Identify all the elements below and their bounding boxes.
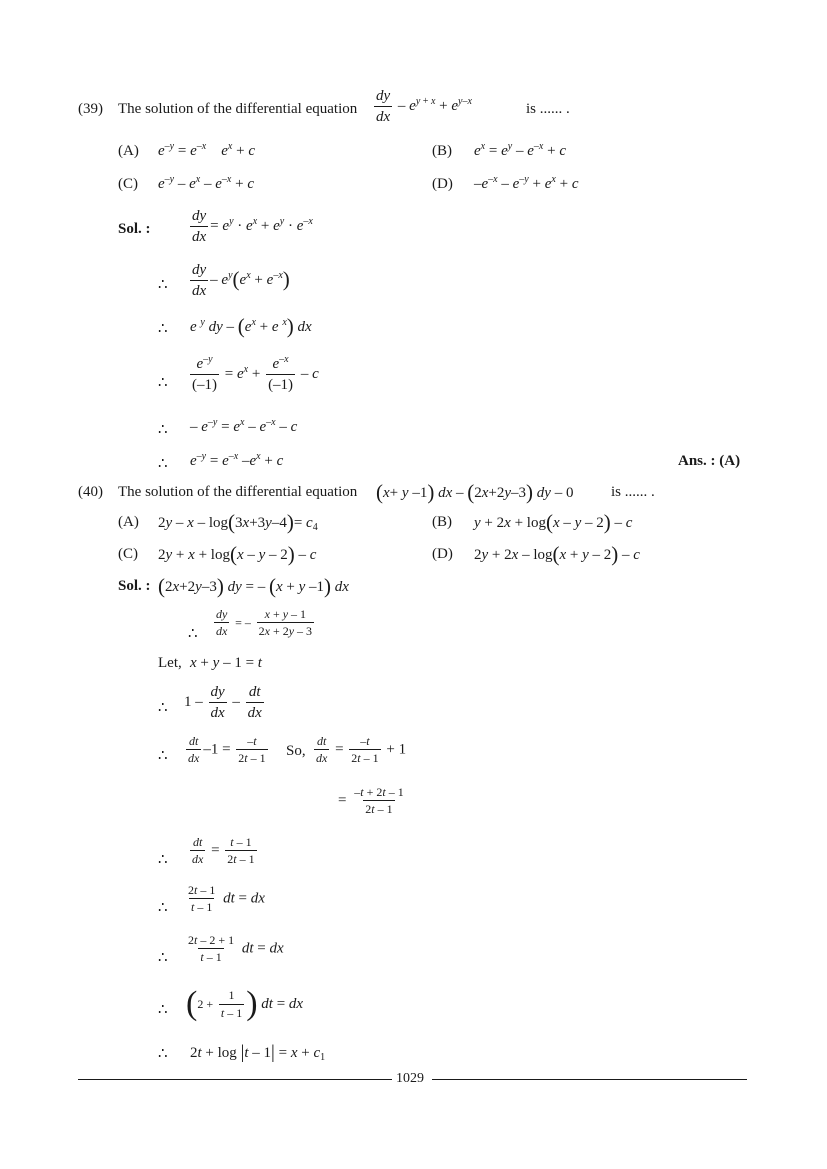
q39-step-1: $\frac{dy}{dx}$ = $e^y \cdot e^x + e^y \cdot e^{-x}$ [192, 208, 313, 245]
q40-step-8: (2 + $\frac{1}{t - 1}$ ) dt = dx [186, 985, 304, 1022]
q39-equation: $\frac{dy}{dx}$ – $e^y$ + $^x + e^{y-x}$ [376, 88, 472, 125]
q39-step-4: $\frac{e^{-y}}{(-1)}$ = $e^x$ + $\frac{e^{-x}}{(-1)}$ – c [192, 354, 319, 393]
q40-option-a-label: (A) [118, 514, 139, 530]
q40-let-label: Let, [158, 655, 182, 671]
q39-step-6: $e^{-y} = e^{-x}$ $-e^x + c$ [190, 451, 284, 469]
q40-therefore-5: ∴ [158, 852, 168, 868]
q40-option-b: y + 2x + log(x – y – 2) – c [474, 510, 633, 534]
q40-therefore-3: ∴ [158, 700, 168, 716]
q39-answer: Ans. : (A) [678, 453, 741, 469]
q39-therefore-5: ∴ [158, 422, 168, 438]
q40-therefore-6: ∴ [158, 900, 168, 916]
q40-let-eq: x + y – 1 = t [190, 655, 262, 671]
q40-number: (40) [78, 484, 103, 500]
q40-option-b-label: (B) [432, 514, 452, 530]
q39-option-b-label: (B) [432, 143, 452, 159]
q39-option-a-label: (A) [118, 143, 139, 159]
q40-therefore-8: ∴ [158, 1002, 168, 1018]
q40-therefore-2: ∴ [188, 626, 198, 642]
q39-step-2: $\frac{dy}{dx}$ – $e^y(e^x + e^{-x})$ [192, 262, 290, 299]
q40-sol-label: Sol. : [118, 578, 151, 594]
q40-step-7: $\frac{2t - 2 + 1}{t - 1}$ dt = dx [188, 933, 284, 965]
q39-option-c: $e^{-y} - e^x - e^{-x} + c$ [158, 174, 255, 192]
q39-option-d-label: (D) [432, 176, 453, 192]
q40-step-1: (2x+2y–3) dy = – (x + y –1) dx [158, 574, 349, 598]
q40-therefore-7: ∴ [158, 950, 168, 966]
q40-option-a: $2y - x - \log(3x+3y-4)= c_4$ [158, 510, 318, 534]
q39-sol-label: Sol. : [118, 221, 151, 237]
q40-option-c: 2y + x + log(x – y – 2) – c [158, 542, 317, 566]
q40-option-c-label: (C) [118, 546, 138, 562]
q39-option-a: $e^{-y} = e^{-x}$ $e^x + c$ [158, 141, 255, 159]
q40-step-6: $\frac{2t - 1}{t - 1}$ dt = dx [188, 883, 265, 915]
q39-therefore-4: ∴ [158, 375, 168, 391]
q40-option-d: 2y + 2x – log(x + y – 2) – c [474, 542, 640, 566]
q40-step-4c: = $\frac{-t + 2t - 1}{2t - 1}$ [338, 785, 404, 817]
q39-tail: is ...... . [526, 101, 570, 117]
q39-therefore-3: ∴ [158, 321, 168, 337]
q40-therefore-4: ∴ [158, 748, 168, 764]
footer-rule-left [78, 1079, 392, 1080]
q40-step-4b: $\frac{dt}{dx}$ = $\frac{-t}{2t - 1}$ + 1 [316, 734, 407, 766]
page-number: 1029 [396, 1071, 424, 1086]
q40-option-d-label: (D) [432, 546, 453, 562]
q40-step-4: $\frac{dt}{dx}$ –1 = $\frac{-t}{2t - 1}$ [188, 734, 266, 766]
q40-so-label: So, [286, 743, 306, 759]
q39-option-c-label: (C) [118, 176, 138, 192]
q39-therefore-2: ∴ [158, 277, 168, 293]
q40-step-2: $\frac{dy}{dx}$ = – $\frac{x + y - 1}{2x + 2y - 3}$ [216, 607, 313, 639]
q39-stem: The solution of the differential equation [118, 101, 358, 117]
q39-option-d: $-e^{-x} - e^{-y} + e^x + c$ [474, 174, 579, 192]
q40-equation: (x+ y –1) dx – (2x+2y–3) dy – 0 [376, 480, 574, 504]
q40-tail: is ...... . [611, 484, 655, 500]
q39-step-3: e $^y$ dy – ($e^x + e$ $^x$) dx [190, 314, 312, 338]
footer-rule-right [432, 1079, 747, 1080]
q40-step-5: $\frac{dt}{dx}$ = $\frac{t - 1}{2t - 1}$ [192, 835, 255, 867]
q40-stem: The solution of the differential equation [118, 484, 358, 500]
q40-step-3: 1 – $\frac{dy}{dx}$ – $\frac{dt}{dx}$ [184, 684, 262, 721]
q39-option-b: $e^x = e^y - e^{-x} + c$ [474, 141, 566, 159]
q40-step-9: $2t + \log |t - 1| = x + c_1$ [190, 1042, 326, 1063]
q39-step-5: – $e^{-y} = e^x - e^{-x} - c$ [190, 417, 298, 435]
q40-therefore-9: ∴ [158, 1046, 168, 1062]
q39-number: (39) [78, 101, 103, 117]
q39-therefore-6: ∴ [158, 456, 168, 472]
